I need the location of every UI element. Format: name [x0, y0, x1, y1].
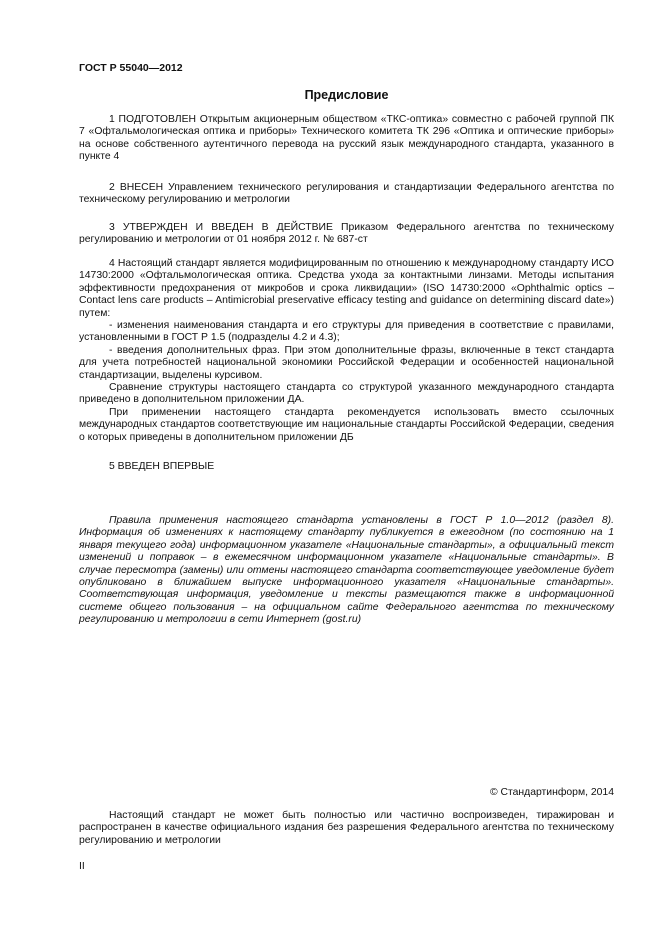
section-4-dash-1: - изменения наименования стандарта и его структуры для приведения в соответствие с правилами, установленными в ГОСТ Р 1.5 (подразделы 4.2 и 4.3); [79, 320, 614, 344]
section-4-dash-2: - введения дополнительных фраз. При этом дополнительные фразы, включенные в текст стандарта для учета потребностей национальной экономики Российской Федерации и особенностей национальной стандартизации, выделены курсивом. [79, 344, 614, 381]
application-note-text: Правила применения настоящего стандарта установлены в ГОСТ Р 1.0—2012 (раздел 8). Информация об изменениях к настоящему стандарту публикуется в ежегодном (по состоянию на 1 января текущего года) информационном указателе «Национальные стандарты», а официальный текст изменений и поправок – в ежемесячном информационном указателе «Национальные стандарты». В случае пересмотра (замены) или отмены настоящего стандарта соответствующее уведомление будет опубликовано в ближайшем выпуске информационного указателя «Национальные стандарты». Соответствующая информация, уведомление и тексты размещаются также в информационной системе общего пользования – на официальном сайте Федерального агентства по техническому регулированию и метрологии в сети Интернет (gost.ru) [79, 515, 614, 626]
section-1-text: 1 ПОДГОТОВЛЕН Открытым акционерным обществом «ТКС-оптика» совместно с рабочей группой ПК 7 «Офтальмологическая оптика и приборы» Технического комитета ТК 296 «Оптика и оптические приборы» на основе собственного аутентичного перевода на русский язык международного стандарта, указанного в пункте 4 [79, 114, 614, 163]
section-3-text: 3 УТВЕРЖДЕН И ВВЕДЕН В ДЕЙСТВИЕ Приказом Федерального агентства по техническому регулированию и метрологии от 01 ноября 2012 г. № 687-ст [79, 222, 614, 246]
section-1 [79, 114, 614, 164]
section-4-compare: Сравнение структуры настоящего стандарта со структурой указанного международного стандарта приведено в дополнительном приложении ДА. [79, 382, 614, 406]
section-4 [79, 258, 614, 444]
section-4-apply: При применении настоящего стандарта рекомендуется использовать вместо ссылочных международных стандартов соответствующие им национальные стандарты Российской Федерации, сведения о которых приведены в дополнительном приложении ДБ [79, 406, 614, 443]
page-number: II [79, 861, 85, 872]
section-3 [79, 222, 614, 247]
reproduction-notice [79, 810, 614, 847]
section-5-text: 5 ВВЕДЕН ВПЕРВЫЕ [109, 461, 215, 472]
section-2-text: 2 ВНЕСЕН Управлением технического регулирования и стандартизации Федерального агентства по техническому регулированию и метрологии [79, 182, 614, 206]
reproduction-notice-text: Настоящий стандарт не может быть полностью или частично воспроизведен, тиражирован и распространен в качестве официального издания без разрешения Федерального агентства по техническому регулированию и метрологии [79, 810, 614, 846]
section-4-main: 4 Настоящий стандарт является модифицированным по отношению к международному стандарту ИСО 14730:2000 «Офтальмологическая оптика. Средства ухода за контактными линзами. Методы испытания эффективности предохранения от микробов и срока ликвидации» (ISO 14730:2000 «Ophthalmic optics – Contact lens care products – Antimicrobial preservative efficacy testing and guidance on determining discard date») путем: [79, 258, 614, 319]
section-5 [79, 461, 614, 473]
standard-code: ГОСТ Р 55040—2012 [79, 62, 183, 74]
copyright: © Стандартинформ, 2014 [489, 787, 614, 798]
application-note [79, 515, 614, 627]
page-title: Предисловие [304, 88, 389, 102]
section-2 [79, 182, 614, 207]
